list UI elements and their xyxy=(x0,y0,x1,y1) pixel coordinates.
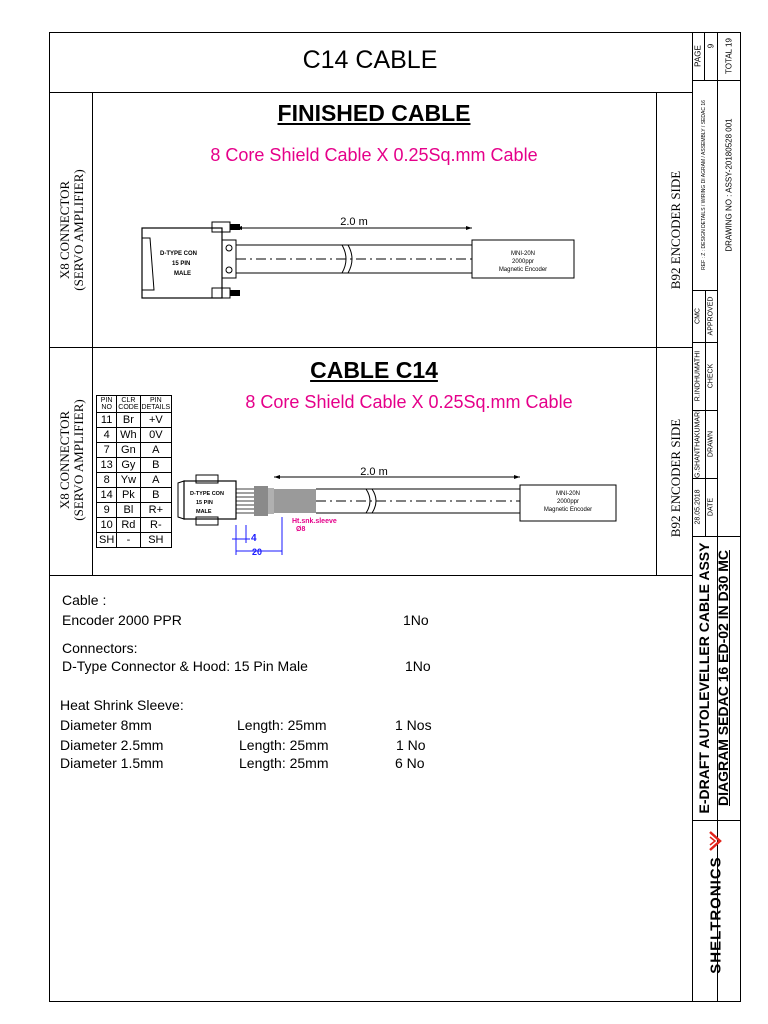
pin-no: 9 xyxy=(97,503,117,518)
bom-connector-item: D-Type Connector & Hood: 15 Pin Male xyxy=(62,658,308,674)
cable-left-label xyxy=(58,399,86,520)
pin-no: 8 xyxy=(97,473,117,488)
c14-braid xyxy=(268,488,274,514)
finished-strain-relief xyxy=(222,240,236,278)
c14-length-label: 2.0 m xyxy=(360,466,388,478)
c14-connector-shell xyxy=(178,481,184,519)
bom-cable-item: Encoder 2000 PPR xyxy=(62,612,182,628)
tb-page-label: PAGE xyxy=(693,45,703,67)
c14-screw-bottom xyxy=(196,517,218,525)
tb-page-value: 9 xyxy=(706,43,716,49)
c14-dim-arrow-left xyxy=(274,475,280,479)
pin-detail: +V xyxy=(140,413,172,428)
left-label-line-1: X8 CONNECTOR xyxy=(57,180,72,280)
tb-date-label: DATE xyxy=(707,497,715,517)
bom-sleeve-title: Heat Shrink Sleeve: xyxy=(60,697,184,713)
finished-screw-head-top xyxy=(230,224,240,230)
title-divider xyxy=(49,92,692,93)
c14-break-1 xyxy=(366,489,370,513)
bom-connectors-title: Connectors: xyxy=(62,640,138,656)
pin-row xyxy=(97,503,172,518)
bom-connector-qty: 1No xyxy=(405,658,431,674)
pin-detail: B xyxy=(140,458,172,473)
pin-no: 14 xyxy=(97,488,117,503)
tb-ref: REF : Z : DESIGN DETAILS / WIRING DI AGRAM / ASSEMBLY / SEDAC 16 xyxy=(701,100,707,270)
pin-detail: SH xyxy=(140,533,172,548)
cable-left-label-line-2: (SERVO AMPLIFIER) xyxy=(71,399,86,521)
tb-drawn-label: DRAWN xyxy=(707,430,715,458)
tb-drawn-name: G.SHANTHAKUMARI xyxy=(694,409,702,479)
clr-code: Br xyxy=(117,413,140,428)
pin-row xyxy=(97,413,172,428)
finished-screw-bottom xyxy=(212,288,230,298)
c14-break-2 xyxy=(372,489,376,513)
clr-code: Gn xyxy=(117,443,140,458)
finished-cable-spec: 8 Core Shield Cable X 0.25Sq.mm Cable xyxy=(210,145,538,165)
finished-connector-text-3: MALE xyxy=(174,271,191,277)
pin-no: 10 xyxy=(97,518,117,533)
finished-length-label: 2.0 m xyxy=(340,216,368,228)
finished-connector-shell xyxy=(142,238,154,290)
pin-table xyxy=(96,395,172,548)
finished-connector-text-1: D-TYPE CON xyxy=(160,251,198,257)
bom-sleeve-diameter: Diameter 1.5mm xyxy=(60,755,164,771)
clr-code: Bl xyxy=(117,503,140,518)
finished-screw-top xyxy=(212,222,230,232)
pin-no: 13 xyxy=(97,458,117,473)
clr-code: - xyxy=(117,533,140,548)
pin-detail: 0V xyxy=(140,428,172,443)
finished-encoder-line-3: Magnetic Encoder xyxy=(498,267,548,273)
finished-strain-screw-1 xyxy=(226,245,232,251)
pin-detail: A xyxy=(140,443,172,458)
cable-c14-spec: 8 Core Shield Cable X 0.25Sq.mm Cable xyxy=(245,392,573,412)
pin-no-header: PIN NO xyxy=(97,396,117,413)
tb-check-label: CHECK xyxy=(707,363,715,389)
finished-encoder-line-1: MNI-20N xyxy=(510,251,536,257)
bom-sleeve-length: Length: 25mm xyxy=(239,737,329,753)
tb-approved-name: CMC xyxy=(694,308,702,324)
tb-line xyxy=(704,32,705,80)
tb-line xyxy=(692,536,741,537)
company-logo-icon xyxy=(708,830,724,852)
left-label-line-2: (SERVO AMPLIFIER) xyxy=(71,169,86,291)
c14-heat-shrink-sleeve xyxy=(274,489,316,513)
title-block-border xyxy=(692,32,693,1002)
page-title: C14 CABLE xyxy=(302,46,438,74)
bom-sleeve-length: Length: 25mm xyxy=(239,755,329,771)
c14-small-sleeves xyxy=(254,486,268,516)
bom-sleeve-diameter: Diameter 8mm xyxy=(60,717,152,733)
c14-encoder-line-2: 2000ppr xyxy=(556,499,580,505)
tb-line xyxy=(717,80,741,81)
clr-code: Gy xyxy=(117,458,140,473)
tb-date-value: 28.05.2018 xyxy=(694,489,702,525)
bom-sleeve-diameter: Diameter 2.5mm xyxy=(60,737,164,753)
tb-check-name: R.INDHUMATHI xyxy=(694,350,702,402)
pin-detail: B xyxy=(140,488,172,503)
finished-cable-heading: FINISHED CABLE xyxy=(277,100,471,126)
bom-divider xyxy=(49,575,692,576)
pin-no: 4 xyxy=(97,428,117,443)
pin-detail: R- xyxy=(140,518,172,533)
finished-strain-screw-2 xyxy=(226,267,232,273)
tb-drawing-no: DRAWING NO : ASSY-20180528 001 xyxy=(724,118,734,252)
pin-details-header: PIN DETAILS xyxy=(141,397,171,411)
pin-row xyxy=(97,533,172,548)
c14-encoder-line-3: Magnetic Encoder xyxy=(543,507,593,513)
pin-row xyxy=(97,473,172,488)
c14-screw-top xyxy=(196,475,218,483)
right-label-column xyxy=(656,92,657,575)
clr-code: Wh xyxy=(117,428,140,443)
pin-row xyxy=(97,488,172,503)
clr-code: Yw xyxy=(117,473,140,488)
finished-left-label xyxy=(58,169,86,290)
pin-row xyxy=(97,428,172,443)
pin-row xyxy=(97,458,172,473)
pin-detail: R+ xyxy=(140,503,172,518)
finished-dim-arrow-right xyxy=(466,226,472,230)
finished-right-label: B92 ENCODER SIDE xyxy=(668,170,683,290)
finished-screw-head-bottom xyxy=(230,290,240,296)
tb-line xyxy=(692,820,741,821)
c14-dim-arrow-right xyxy=(514,475,520,479)
c14-sleeve-label-2: Ø8 xyxy=(296,526,306,533)
clr-code: Rd xyxy=(117,518,140,533)
cable-c14-drawing xyxy=(170,455,656,570)
tb-approved-label: APPROVED xyxy=(707,296,715,336)
clr-code: Pk xyxy=(117,488,140,503)
tb-title-line-2: DIAGRAM SEDAC 16 ED-02 IN D30 MC xyxy=(715,550,731,806)
c14-dim-b-label: 20 xyxy=(252,547,263,557)
tb-line xyxy=(705,290,706,536)
c14-connector-text-1: D-TYPE CON xyxy=(190,491,224,497)
tb-title-line-1: E-DRAFT AUTOLEVELLER CABLE ASSY xyxy=(696,542,712,814)
cable-left-label-line-1: X8 CONNECTOR xyxy=(57,410,72,510)
bom-cable-qty: 1No xyxy=(403,612,429,628)
bom-sleeve-qty: 6 No xyxy=(395,755,425,771)
section-divider xyxy=(49,347,692,348)
c14-connector-text-2: 15 PIN xyxy=(196,500,213,506)
pin-no: 11 xyxy=(97,413,117,428)
c14-encoder-line-1: MNI-20N xyxy=(555,491,581,497)
tb-line xyxy=(692,80,717,81)
bom-cable-title: Cable : xyxy=(62,592,107,608)
c14-dim-a-label: 4 xyxy=(251,533,257,544)
company-logo-text: SHELTRONICS xyxy=(707,856,725,974)
bom-sleeve-length: Length: 25mm xyxy=(237,717,327,733)
c14-sleeve-label-1: Ht.snk.sleeve xyxy=(292,518,337,525)
bom-sleeve-qty: 1 Nos xyxy=(395,717,432,733)
tb-total: TOTAL 19 xyxy=(724,38,734,74)
cable-right-label: B92 ENCODER SIDE xyxy=(668,418,683,538)
pin-table-header xyxy=(97,396,172,413)
c14-connector-text-3: MALE xyxy=(196,509,212,515)
pin-no: SH xyxy=(97,533,117,548)
bom-sleeve-qty: 1 No xyxy=(396,737,426,753)
pin-row xyxy=(97,443,172,458)
pin-no: 7 xyxy=(97,443,117,458)
pin-row xyxy=(97,518,172,533)
clr-code-header: CLR CODE xyxy=(118,397,139,411)
pin-detail: A xyxy=(140,473,172,488)
finished-cable-drawing xyxy=(92,200,656,310)
finished-connector-text-2: 15 PIN xyxy=(172,261,191,267)
finished-encoder-line-2: 2000ppr xyxy=(511,259,535,265)
cable-c14-heading: CABLE C14 xyxy=(310,357,438,383)
